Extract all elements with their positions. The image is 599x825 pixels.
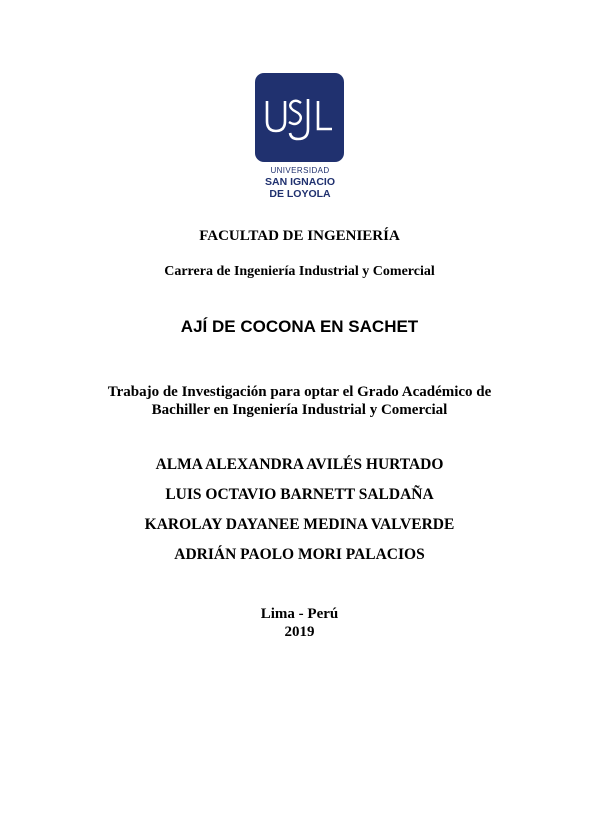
year: 2019 <box>284 624 315 640</box>
logo-line-san-ignacio: SAN IGNACIO <box>264 176 335 188</box>
author-name: LUIS OCTAVIO BARNETT SALDAÑA <box>165 486 434 503</box>
place: Lima - Perú <box>260 606 339 622</box>
usil-monogram-icon <box>255 73 344 162</box>
author-name: ALMA ALEXANDRA AVILÉS HURTADO <box>155 456 444 473</box>
document-title: AJÍ DE COCONA EN SACHET <box>180 317 419 336</box>
career-heading: Carrera de Ingeniería Industrial y Comercial <box>164 264 435 279</box>
degree-purpose-line-1: Trabajo de Investigación para optar el Grado Académico de <box>107 384 492 400</box>
author-name: KAROLAY DAYANEE MEDINA VALVERDE <box>144 516 455 533</box>
author-name: ADRIÁN PAOLO MORI PALACIOS <box>174 546 425 563</box>
faculty-heading: FACULTAD DE INGENIERÍA <box>199 228 400 244</box>
logo-line-de-loyola: DE LOYOLA <box>269 188 331 200</box>
logo-line-universidad: UNIVERSIDAD <box>270 166 330 175</box>
degree-purpose-line-2: Bachiller en Ingeniería Industrial y Comercial <box>151 402 448 418</box>
university-logo <box>255 73 344 162</box>
degree-purpose <box>0 383 599 419</box>
place-and-year <box>0 605 599 641</box>
